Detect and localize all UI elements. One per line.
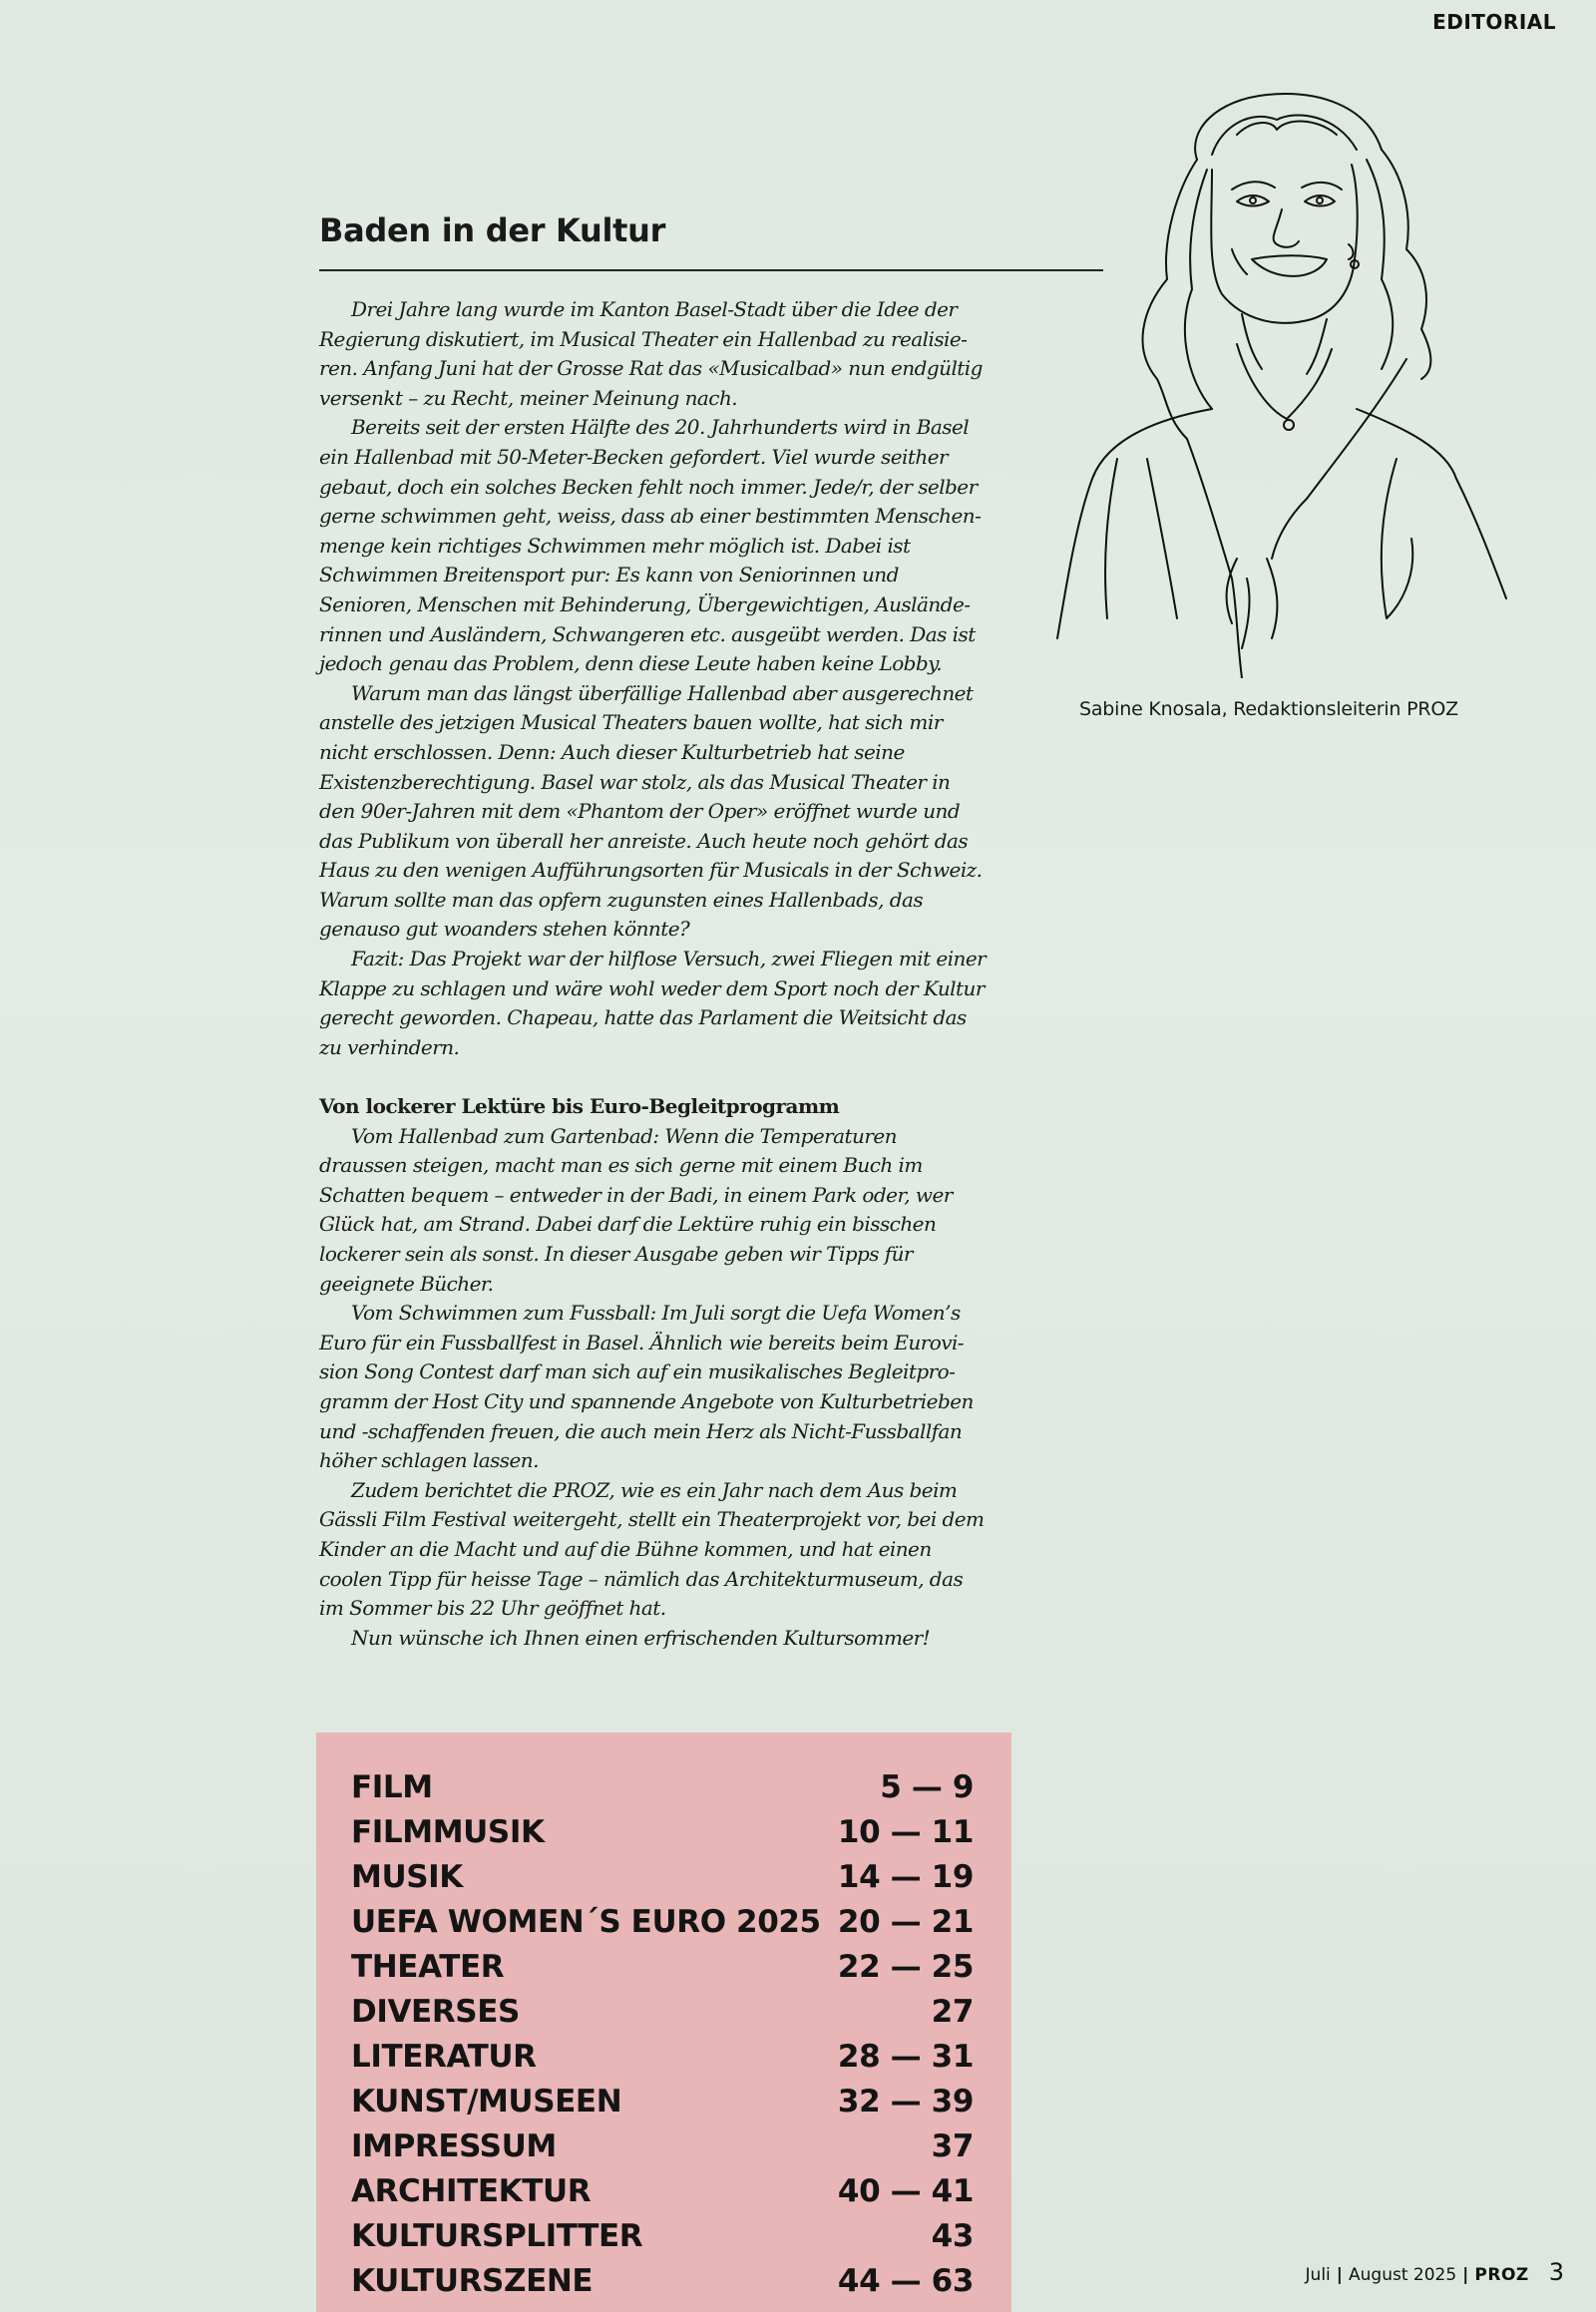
shoulder-right: [1357, 409, 1506, 598]
toc-entry: [351, 2169, 974, 2214]
article-line: menge kein richtiges Schwimmen mehr möglich ist. Dabei ist: [319, 533, 911, 558]
article-line: gerne schwimmen geht, weiss, dass ab einer bestimmten Menschen-: [319, 504, 982, 529]
pupil-right: [1317, 197, 1323, 203]
toc-entry: [351, 1765, 974, 1810]
earring: [1349, 244, 1354, 259]
footer-separator: |: [1336, 2265, 1343, 2285]
toc-entry-title: KUNST/MUSEEN: [351, 2084, 622, 2119]
toc-entry-pages: 20 — 21: [837, 1904, 974, 1940]
hair-right-inner: [1367, 160, 1393, 369]
toc-entry: [351, 2259, 974, 2304]
hair-strand: [1212, 115, 1357, 155]
hair-left-inner: [1185, 170, 1212, 409]
article-line: zu verhindern.: [319, 1034, 460, 1059]
toc-entry-title: IMPRESSUM: [351, 2128, 557, 2164]
toc-entry: [351, 2214, 974, 2259]
toc-entry: [351, 1855, 974, 1900]
article-line: Schwimmen Breitensport pur: Es kann von Seniorinnen und: [319, 563, 899, 587]
article-line: Vom Hallenbad zum Gartenbad: Wenn die Temperaturen: [351, 1123, 897, 1148]
article-line: ein Hallenbad mit 50-Meter-Becken gefordert. Viel wurde seither: [319, 444, 949, 469]
portrait-drawing-icon: [1037, 80, 1516, 678]
nose: [1274, 209, 1299, 247]
toc-entry: [351, 1945, 974, 1990]
toc-entry-pages: 5 — 9: [880, 1769, 974, 1805]
toc-entry-pages: 44 — 63: [837, 2263, 974, 2299]
article-line: geeignete Bücher.: [319, 1271, 494, 1296]
article-line: Vom Schwimmen zum Fussball: Im Juli sorgt die Uefa Women’s: [351, 1301, 961, 1326]
article-line: Schatten bequem – entweder in der Badi, in einem Park oder, wer: [319, 1182, 953, 1207]
toc-entry: [351, 2080, 974, 2124]
article-line: im Sommer bis 22 Uhr geöffnet hat.: [319, 1596, 666, 1621]
brow-left: [1232, 182, 1275, 190]
toc-entry-title: FILM: [351, 1769, 433, 1805]
hair-outline: [1195, 94, 1382, 160]
article-line: Zudem berichtet die PROZ, wie es ein Jahr nach dem Aus beim: [351, 1477, 958, 1502]
article-line: Glück hat, am Strand. Dabei darf die Lektüre ruhig ein bisschen: [319, 1212, 937, 1237]
neck-left: [1242, 314, 1262, 369]
article-line: Nun wünsche ich Ihnen einen erfrischenden Kultursommer!: [351, 1625, 931, 1650]
hair-strand: [1237, 122, 1337, 135]
toc-entry-pages: 22 — 25: [837, 1949, 974, 1985]
brow-right: [1302, 183, 1342, 190]
article-line: Haus zu den wenigen Aufführungsorten für Musicals in der Schweiz.: [319, 858, 983, 883]
toc-entry-pages: 37: [931, 2128, 974, 2164]
footer-separator: |: [1462, 2265, 1469, 2285]
article-line: das Publikum von überall her anreiste. Auch heute noch gehört das: [319, 828, 969, 853]
article-line: Fazit: Das Projekt war der hilflose Versuch, zwei Fliegen mit einer: [351, 947, 987, 971]
article-line: Existenzberechtigung. Basel war stolz, als das Musical Theater in: [319, 769, 951, 794]
cheek-line: [1232, 249, 1247, 274]
article-line: Warum sollte man das opfern zugunsten eines Hallenbads, das: [319, 887, 924, 912]
pendant: [1284, 420, 1294, 430]
article-line: Warum man das längst überfällige Hallenbad aber ausgerechnet: [351, 680, 974, 705]
toc-entry: [351, 1990, 974, 2035]
article-line: genauso gut woanders stehen könnte?: [319, 917, 690, 942]
article-line: Regierung diskutiert, im Musical Theater ein Hallenbad zu realisie-: [319, 326, 968, 351]
toc-entry-pages: 27: [931, 1994, 974, 2030]
table-of-contents: [316, 1733, 1011, 2312]
toc-list: [351, 1765, 974, 2304]
page-number: 3: [1548, 2258, 1564, 2286]
toc-entry-title: LITERATUR: [351, 2039, 537, 2075]
article-line: coolen Tipp für heisse Tage – nämlich das Architekturmuseum, das: [319, 1566, 964, 1591]
footer-month-1: Juli: [1305, 2265, 1331, 2285]
toc-entry: [351, 2035, 974, 2080]
collar-left: [1187, 439, 1242, 678]
article-line: versenkt – zu Recht, meiner Meinung nach.: [319, 385, 738, 410]
necklace: [1237, 344, 1332, 419]
article-line: rinnen und Ausländern, Schwangeren etc. ausgeübt werden. Das ist: [319, 621, 976, 646]
article-line: höher schlagen lassen.: [319, 1448, 539, 1473]
article-line: anstelle des jetzigen Musical Theaters bauen wollte, hat sich mir: [319, 710, 943, 735]
pupil-left: [1250, 197, 1256, 203]
section-label: EDITORIAL: [1432, 10, 1556, 34]
torso-line: [1147, 459, 1177, 618]
article-subheading: Von lockerer Lektüre bis Euro-Begleitprogramm: [319, 1094, 840, 1119]
article-line: Kinder an die Macht und auf die Bühne kommen, und hat einen: [319, 1536, 932, 1561]
article-line: gramm der Host City und spannende Angebote von Kulturbetrieben: [319, 1388, 974, 1413]
article-body: [319, 295, 1037, 1653]
footer-month-2: August 2025: [1349, 2265, 1457, 2285]
portrait-caption: Sabine Knosala, Redaktionsleiterin PROZ: [1079, 698, 1458, 720]
toc-entry-pages: 40 — 41: [837, 2173, 974, 2209]
sleeve-right: [1382, 459, 1412, 618]
mouth: [1252, 255, 1327, 276]
article-line: Euro für ein Fussballfest in Basel. Ähnlich wie bereits beim Eurovi-: [319, 1330, 965, 1354]
article-line: jedoch genau das Problem, denn diese Leute haben keine Lobby.: [319, 651, 943, 676]
article-line: gebaut, doch ein solches Becken fehlt noch immer. Jede/r, der selber: [319, 474, 978, 499]
article-line: Gässli Film Festival weitergeht, stellt ein Theaterprojekt vor, bei dem: [319, 1507, 985, 1532]
article-title: Baden in der Kultur: [319, 211, 666, 249]
article-line: nicht erschlossen. Denn: Auch dieser Kulturbetrieb hat seine: [319, 739, 905, 764]
toc-entry-title: KULTURSPLITTER: [351, 2218, 643, 2254]
toc-entry-title: DIVERSES: [351, 1994, 520, 2030]
article-line: sion Song Contest darf man sich auf ein musikalisches Begleitpro-: [319, 1359, 956, 1384]
title-rule: [319, 269, 1103, 271]
article-line: Klappe zu schlagen und wäre wohl weder dem Sport noch der Kultur: [319, 975, 985, 1000]
article-line: Bereits seit der ersten Hälfte des 20. Jahrhunderts wird in Basel: [351, 415, 970, 440]
article-line: gerecht geworden. Chapeau, hatte das Parlament die Weitsicht das: [319, 1005, 967, 1030]
toc-entry-title: FILMMUSIK: [351, 1814, 545, 1850]
toc-entry-pages: 28 — 31: [837, 2039, 974, 2075]
paragraph-gap: [319, 1062, 1037, 1092]
toc-entry-title: UEFA WOMEN´S EURO 2025: [351, 1904, 821, 1940]
article-line: und -schaffenden freuen, die auch mein Herz als Nicht-Fussballfan: [319, 1418, 963, 1443]
hair-right: [1382, 150, 1430, 379]
neck-right: [1307, 319, 1327, 374]
article-line: den 90er-Jahren mit dem «Phantom der Oper» eröffnet wurde und: [319, 799, 961, 824]
collar-right: [1272, 359, 1406, 559]
toc-entry-pages: 43: [931, 2218, 974, 2254]
toc-entry-title: KULTURSZENE: [351, 2263, 594, 2299]
footer-brand: PROZ: [1474, 2265, 1529, 2285]
sleeve-left: [1105, 459, 1117, 618]
page-footer: [1306, 2258, 1564, 2286]
article-line: Drei Jahre lang wurde im Kanton Basel-Stadt über die Idee der: [351, 297, 958, 321]
toc-entry: [351, 1900, 974, 1945]
toc-entry-title: MUSIK: [351, 1859, 463, 1895]
article-line: draussen steigen, macht man es sich gerne mit einem Buch im: [319, 1153, 923, 1178]
toc-entry-pages: 32 — 39: [837, 2084, 974, 2119]
article-line: lockerer sein als sonst. In dieser Ausgabe geben wir Tipps für: [319, 1242, 913, 1266]
article-line: ren. Anfang Juni hat der Grosse Rat das «Musicalbad» nun endgültig: [319, 356, 983, 381]
toc-entry-pages: 14 — 19: [837, 1859, 974, 1895]
article-line: Senioren, Menschen mit Behinderung, Übergewichtigen, Auslände-: [319, 591, 971, 616]
toc-entry: [351, 1810, 974, 1855]
toc-entry: [351, 2124, 974, 2169]
toc-entry-title: ARCHITEKTUR: [351, 2173, 592, 2209]
toc-entry-title: THEATER: [351, 1949, 505, 1985]
toc-entry-pages: 10 — 11: [837, 1814, 974, 1850]
